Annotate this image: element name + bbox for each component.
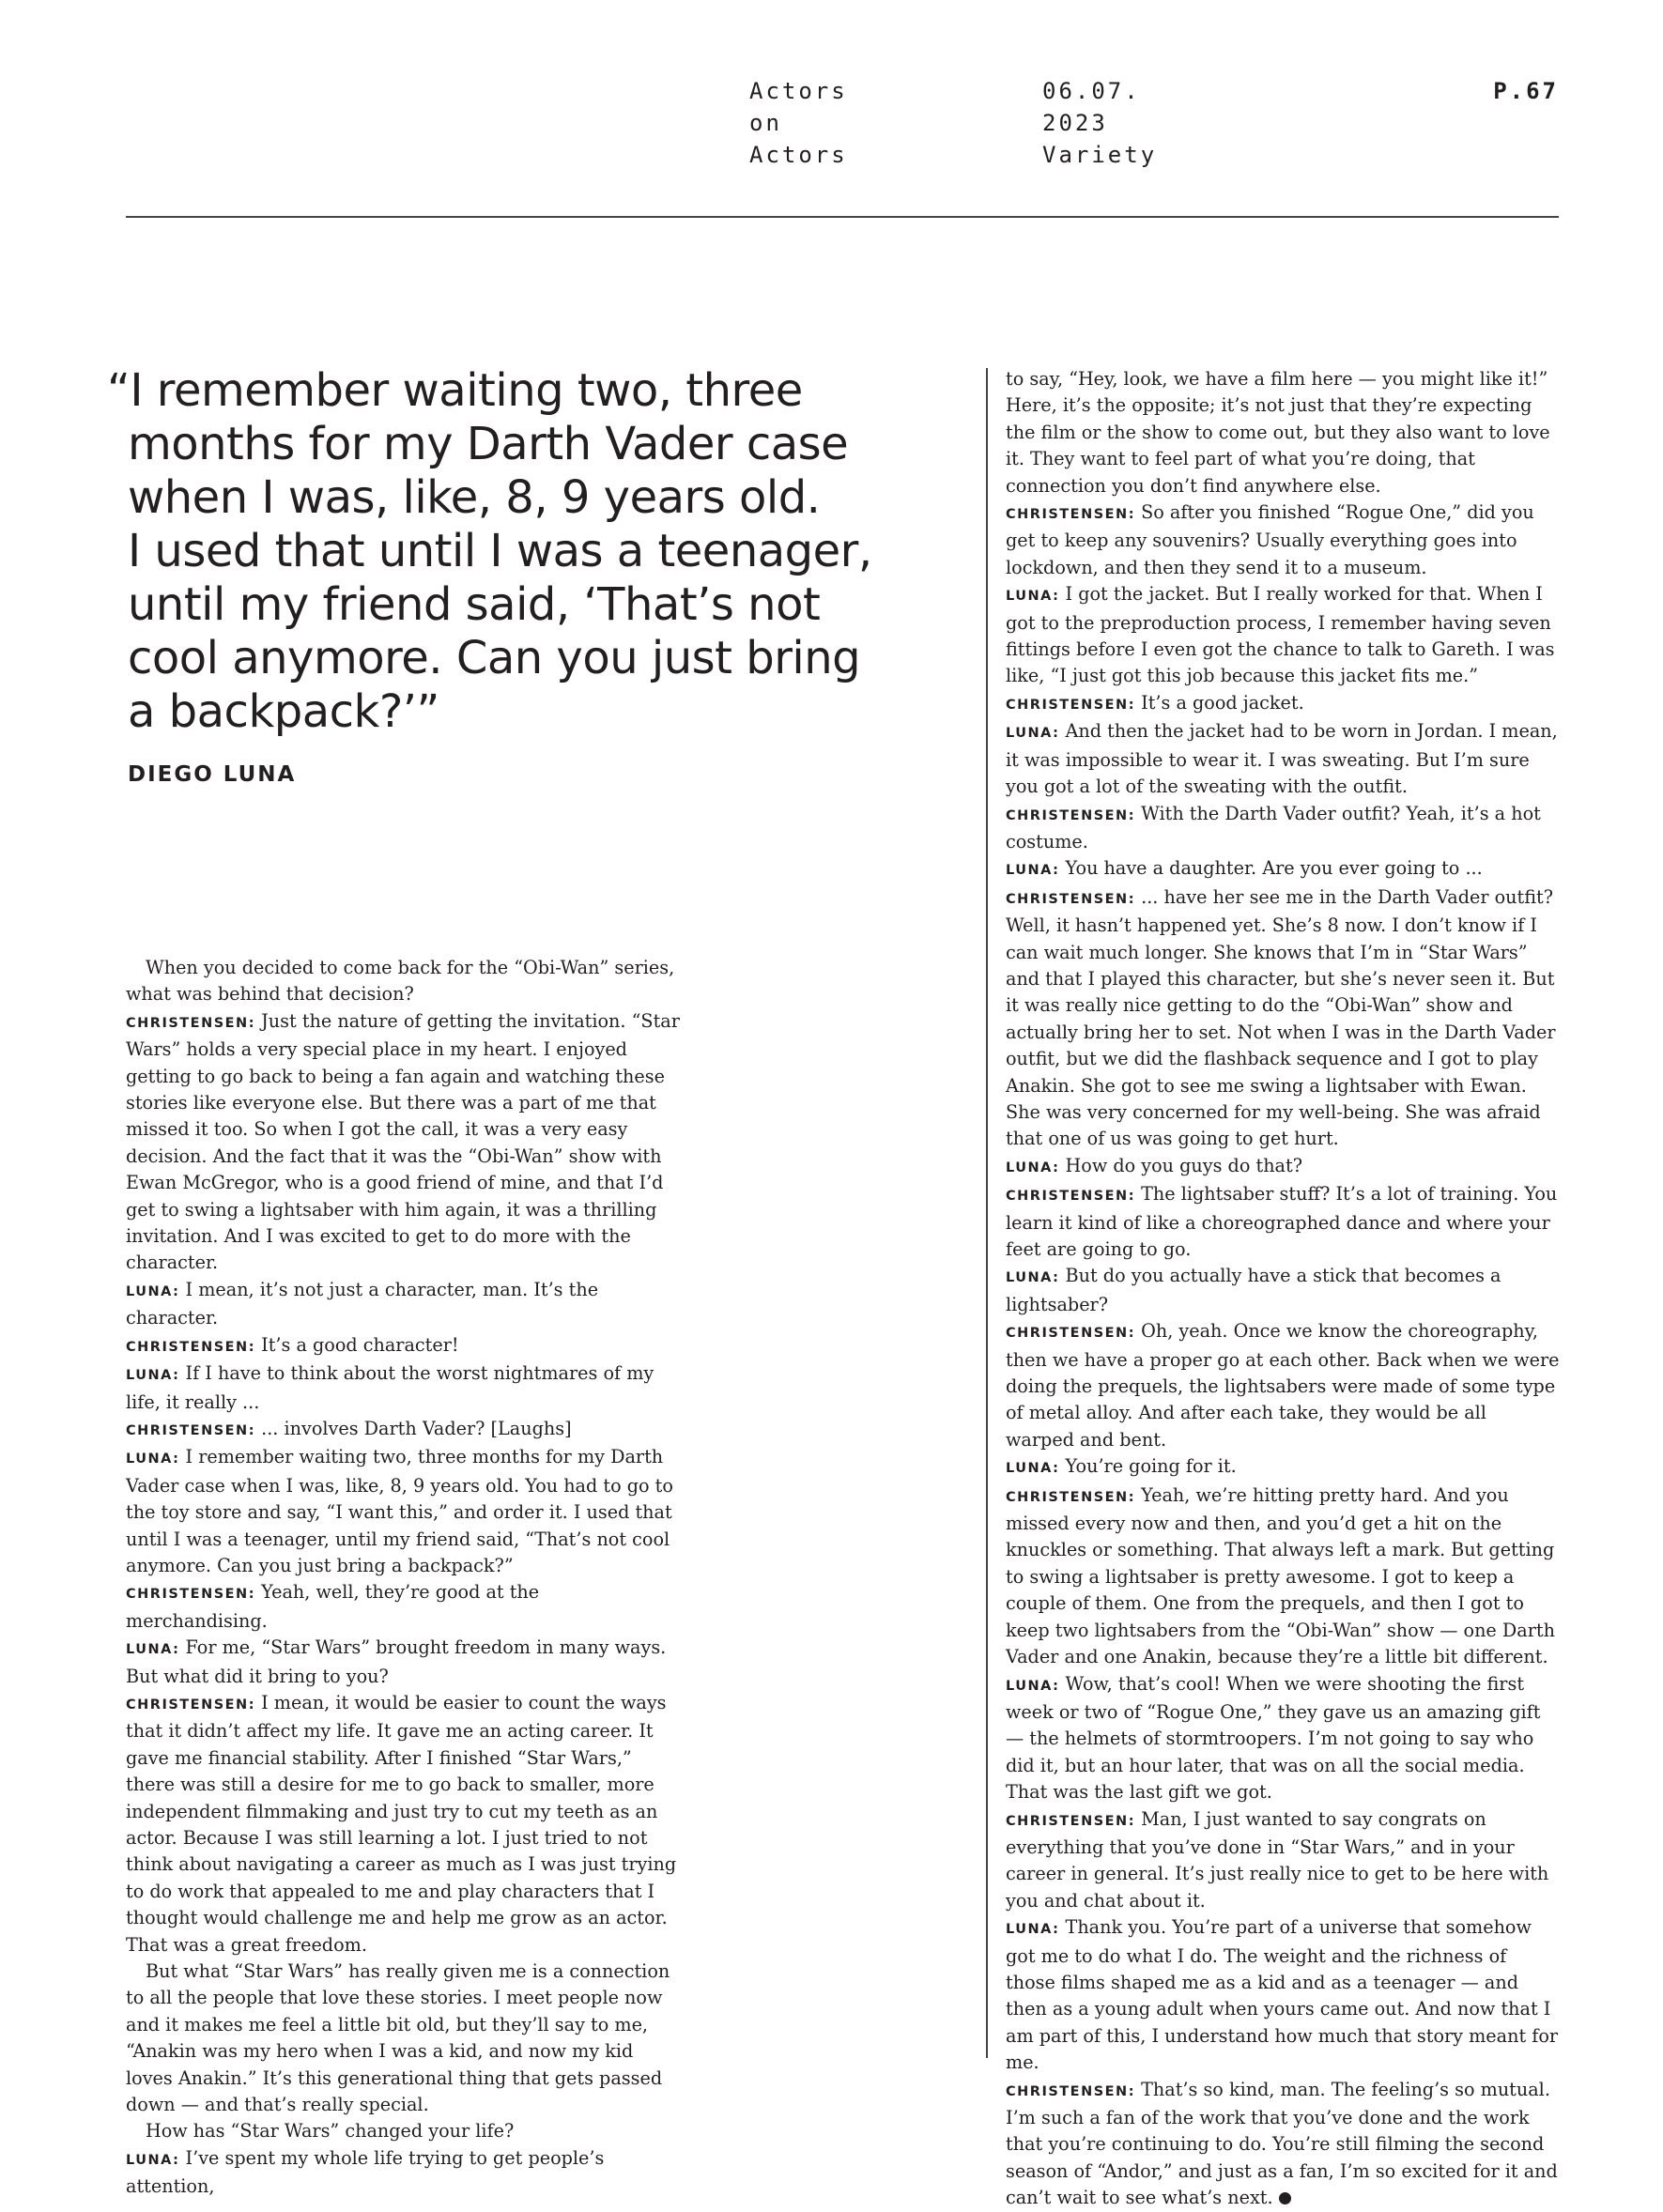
paragraph-text: I mean, it would be easier to count the ways that it didn’t affect my life. It gave me an acting career. It gave me financial stability. After I finished “Star Wars,” there was still a desire for me to go back to smaller, more independent filmmaking and just try to cut my teeth as an actor. Because I was still learning a lot. I just tried to not think about navigating a career as much as I was just trying to do work that appealed to me and play characters that I thought would challenge me and help me grow as an actor. That was a great freedom. xyxy=(126,1691,677,1956)
interview-paragraph xyxy=(1006,1671,1560,1806)
speaker-label: CHRISTENSEN: xyxy=(1006,1189,1135,1205)
speaker-label: CHRISTENSEN: xyxy=(1006,697,1135,713)
page-number: P.67 xyxy=(1493,78,1559,104)
interview-paragraph xyxy=(1006,1453,1560,1482)
speaker-label: LUNA: xyxy=(1006,726,1060,742)
interview-paragraph xyxy=(126,1690,681,1959)
speaker-label: LUNA: xyxy=(126,1283,180,1299)
speaker-label: LUNA: xyxy=(1006,1922,1060,1938)
paragraph-text: How do you guys do that? xyxy=(1065,1154,1302,1176)
paragraph-text: So after you finished “Rogue One,” did you get to keep any souvenirs? Usually everything goes into lockdown, and then they send it to a museum. xyxy=(1006,501,1534,578)
paragraph-text: For me, “Star Wars” brought freedom in many ways. But what did it bring to you? xyxy=(126,1636,667,1687)
speaker-label: CHRISTENSEN: xyxy=(1006,891,1135,907)
paragraph-text: With the Darth Vader outfit? Yeah, it’s a hot costume. xyxy=(1006,802,1541,853)
interview-paragraph xyxy=(1006,1914,1560,2076)
interview-paragraph xyxy=(1006,855,1560,883)
section-line: Actors xyxy=(749,78,848,104)
paragraph-text: If I have to think about the worst nightmares of my life, it really ... xyxy=(126,1362,654,1413)
interview-paragraph xyxy=(126,1277,681,1332)
speaker-label: LUNA: xyxy=(126,1452,180,1467)
paragraph-text: I mean, it’s not just a character, man. It’s the character. xyxy=(126,1278,599,1329)
interview-paragraph xyxy=(126,1444,681,1579)
paragraph-text: The lightsaber stuff? It’s a lot of training. You learn it kind of like a choreographed dance and where your feet are going to go. xyxy=(1006,1183,1558,1260)
paragraph-text: ... involves Darth Vader? [Laughs] xyxy=(261,1417,572,1439)
interview-paragraph xyxy=(1006,801,1560,856)
paragraph-text: I’ve spent my whole life trying to get people’s attention, xyxy=(126,2146,605,2198)
paragraph-text: You’re going for it. xyxy=(1065,1455,1237,1478)
paragraph-text: And then the jacket had to be worn in Jordan. I mean, it was impossible to wear it. I was sweating. But I’m sure you got a lot of the sweating with the outfit. xyxy=(1006,720,1558,798)
speaker-label: LUNA: xyxy=(1006,589,1060,605)
issue-date xyxy=(1042,75,1286,171)
speaker-label: LUNA: xyxy=(1006,1461,1060,1477)
speaker-label: LUNA: xyxy=(1006,863,1060,879)
speaker-label: LUNA: xyxy=(1006,1678,1060,1694)
pull-quote-line: until my friend said, ‘That’s not xyxy=(128,578,821,631)
interview-paragraph xyxy=(1006,1806,1560,1915)
speaker-label: CHRISTENSEN: xyxy=(1006,2083,1135,2099)
paragraph-text: How has “Star Wars” changed your life? xyxy=(146,2120,515,2143)
paragraph-text: Thank you. You’re part of a universe that somehow got me to do what I do. The weight and the richness of those films shaped me as a kid and as a teenager — and then as a young adult when yours came out. And now that I am part of this, I understand how much that story meant for me. xyxy=(1006,1916,1559,2074)
pull-quote-line: months for my Darth Vader case xyxy=(128,418,849,470)
pull-quote-line: when I was, like, 8, 9 years old. xyxy=(128,471,821,524)
interview-paragraph xyxy=(1006,1153,1560,1181)
speaker-label: CHRISTENSEN: xyxy=(126,1697,255,1713)
interview-paragraph xyxy=(1006,690,1560,718)
pull-quote-line: “I remember waiting two, three xyxy=(107,364,803,417)
speaker-label: LUNA: xyxy=(1006,1270,1060,1286)
interview-paragraph xyxy=(1006,1318,1560,1453)
interview-paragraph xyxy=(126,1579,681,1635)
interview-paragraph xyxy=(126,1635,681,1690)
article-column-left xyxy=(126,955,681,2201)
pull-quote-line: cool anymore. Can you just bring xyxy=(128,632,861,684)
date-line: Variety xyxy=(1042,142,1158,168)
speaker-label: CHRISTENSEN: xyxy=(1006,507,1135,523)
column-divider xyxy=(986,368,988,2058)
speaker-label: CHRISTENSEN: xyxy=(126,1015,255,1031)
paragraph-text: You have a daughter. Are you ever going to ... xyxy=(1065,857,1483,880)
interview-paragraph xyxy=(1006,1181,1560,1263)
pull-quote-attribution: DIEGO LUNA xyxy=(128,762,297,787)
interview-paragraph xyxy=(1006,718,1560,800)
speaker-label: LUNA: xyxy=(1006,1160,1060,1175)
paragraph-text: Yeah, well, they’re good at the merchandising. xyxy=(126,1581,540,1632)
pull-quote xyxy=(107,364,872,739)
end-mark-icon xyxy=(1279,2192,1291,2204)
speaker-label: LUNA: xyxy=(126,1368,180,1384)
speaker-label: CHRISTENSEN: xyxy=(1006,1489,1135,1505)
paragraph-text: But do you actually have a stick that becomes a lightsaber? xyxy=(1006,1265,1501,1315)
speaker-label: CHRISTENSEN: xyxy=(1006,1813,1135,1829)
paragraph-text: I remember waiting two, three months for my Darth Vader case when I was, like, 8, 9 years old. You had to go to the toy store and say, “I want this,” and order it. I used that until I was a teenager, until my friend said, “That’s not cool anymore. Can you just bring a backpack?” xyxy=(126,1446,673,1576)
paragraph-text: Oh, yeah. Once we know the choreography, then we have a proper go at each other. Back when we were doing the prequels, the lightsabers were made of some type of metal alloy. And after each take, they would be all warped and bent. xyxy=(1006,1320,1560,1451)
interview-paragraph xyxy=(1006,2077,1560,2212)
speaker-label: CHRISTENSEN: xyxy=(126,1339,255,1355)
section-line: on xyxy=(749,110,782,136)
speaker-label: CHRISTENSEN: xyxy=(126,1422,255,1438)
paragraph-text: ... have her see me in the Darth Vader outfit? Well, it hasn’t happened yet. She’s 8 now. I don’t know if I can wait much longer. She knows that I’m in “Star Wars” and that I played this character, but she’s never seen it. But it was really nice getting to do the “Obi-Wan” show and actually bring her to set. Not when I was in the Darth Vader outfit, but we did the flashback sequence and I got to play Anakin. She got to see me swing a lightsaber with Ewan. She was very concerned for my well-being. She was afraid that one of us was going to get hurt. xyxy=(1006,885,1556,1150)
speaker-label: CHRISTENSEN: xyxy=(1006,1326,1135,1342)
paragraph-text: Yeah, we’re hitting pretty hard. And you missed every now and then, and you’d get a hit on the knuckles or something. That always left a mark. But getting to swing a lightsaber is pretty awesome. I got to keep a couple of them. One from the prequels, and then I got to keep two lightsabers from the “Obi-Wan” show — one Darth Vader and one Anakin, because they’re a little bit different. xyxy=(1006,1483,1555,1668)
section-label xyxy=(749,75,993,171)
interview-paragraph xyxy=(126,2145,681,2201)
speaker-label: LUNA: xyxy=(126,1642,180,1658)
interview-paragraph xyxy=(126,1416,681,1444)
paragraph-text: to say, “Hey, look, we have a film here — you might like it!” Here, it’s the opposite; it’s not just that they’re expecting the film or the show to come out, but they also want to love it. They want to feel part of what you’re doing, that connection you don’t find anywhere else. xyxy=(1006,368,1550,497)
interview-paragraph xyxy=(126,2118,681,2144)
paragraph-text: It’s a good jacket. xyxy=(1141,691,1304,714)
paragraph-text: But what “Star Wars” has really given me is a connection to all the people that love these stories. I meet people now and it makes me feel a little bit old, but they’ll say to me, “Anakin was my hero when I was a kid, and now my kid loves Anakin.” It’s this generational thing that gets passed down — and that’s really special. xyxy=(126,1960,670,2116)
interview-paragraph xyxy=(126,1332,681,1360)
interview-paragraph xyxy=(1006,1263,1560,1318)
pull-quote-line: a backpack?’” xyxy=(128,685,439,738)
paragraph-text: Man, I just wanted to say congrats on everything that you’ve done in “Star Wars,” and in your career in general. It’s just really nice to get to be here with you and chat about it. xyxy=(1006,1807,1549,1912)
interview-paragraph xyxy=(1006,581,1560,690)
date-line: 2023 xyxy=(1042,110,1108,136)
section-line: Actors xyxy=(749,142,848,168)
interview-paragraph xyxy=(126,1008,681,1277)
header-divider xyxy=(126,216,1559,218)
date-line: 06.07. xyxy=(1042,78,1141,104)
speaker-label: LUNA: xyxy=(126,2152,180,2168)
article-column-right xyxy=(1006,366,1560,2212)
paragraph-text: That’s so kind, man. The feeling’s so mutual. I’m such a fan of the work that you’ve done and the work that you’re continuing to do. You’re still filming the second season of “Andor,” and just as a fan, I’m so excited for it and can’t wait to see what’s next. xyxy=(1006,2078,1558,2209)
paragraph-text: It’s a good character! xyxy=(261,1333,459,1356)
interview-paragraph xyxy=(1006,1482,1560,1671)
paragraph-text: I got the jacket. But I really worked for that. When I got to the preproduction process, I remember having seven fittings before I even got the chance to talk to Gareth. I was like, “I just got this job because this jacket fits me.” xyxy=(1006,583,1555,687)
interview-paragraph xyxy=(1006,499,1560,581)
pull-quote-line: I used that until I was a teenager, xyxy=(128,525,872,577)
interview-paragraph xyxy=(126,1959,681,2118)
interview-paragraph xyxy=(126,955,681,1008)
interview-paragraph xyxy=(1006,366,1560,499)
interview-paragraph xyxy=(126,1360,681,1416)
speaker-label: CHRISTENSEN: xyxy=(126,1587,255,1603)
paragraph-text: Wow, that’s cool! When we were shooting the first week or two of “Rogue One,” they gave us an amazing gift — the helmets of stormtroopers. I’m not going to say who did it, but an hour later, that was on all the social media. That was the last gift we got. xyxy=(1006,1672,1541,1804)
interview-paragraph xyxy=(1006,884,1560,1153)
paragraph-text: When you decided to come back for the “Obi-Wan” series, what was behind that decision? xyxy=(126,957,675,1006)
paragraph-text: Just the nature of getting the invitation. “Star Wars” holds a very special place in my heart. I enjoyed getting to go back to being a fan again and watching these stories like everyone else. But there was a part of me that missed it too. So when I got the call, it was a very easy decision. And the fact that it was the “Obi-Wan” show with Ewan McGregor, who is a good friend of mine, and that I’d get to swing a lightsaber with him again, it was a thrilling invitation. And I was excited to get to do more with the character. xyxy=(126,1009,680,1274)
speaker-label: CHRISTENSEN: xyxy=(1006,807,1135,823)
